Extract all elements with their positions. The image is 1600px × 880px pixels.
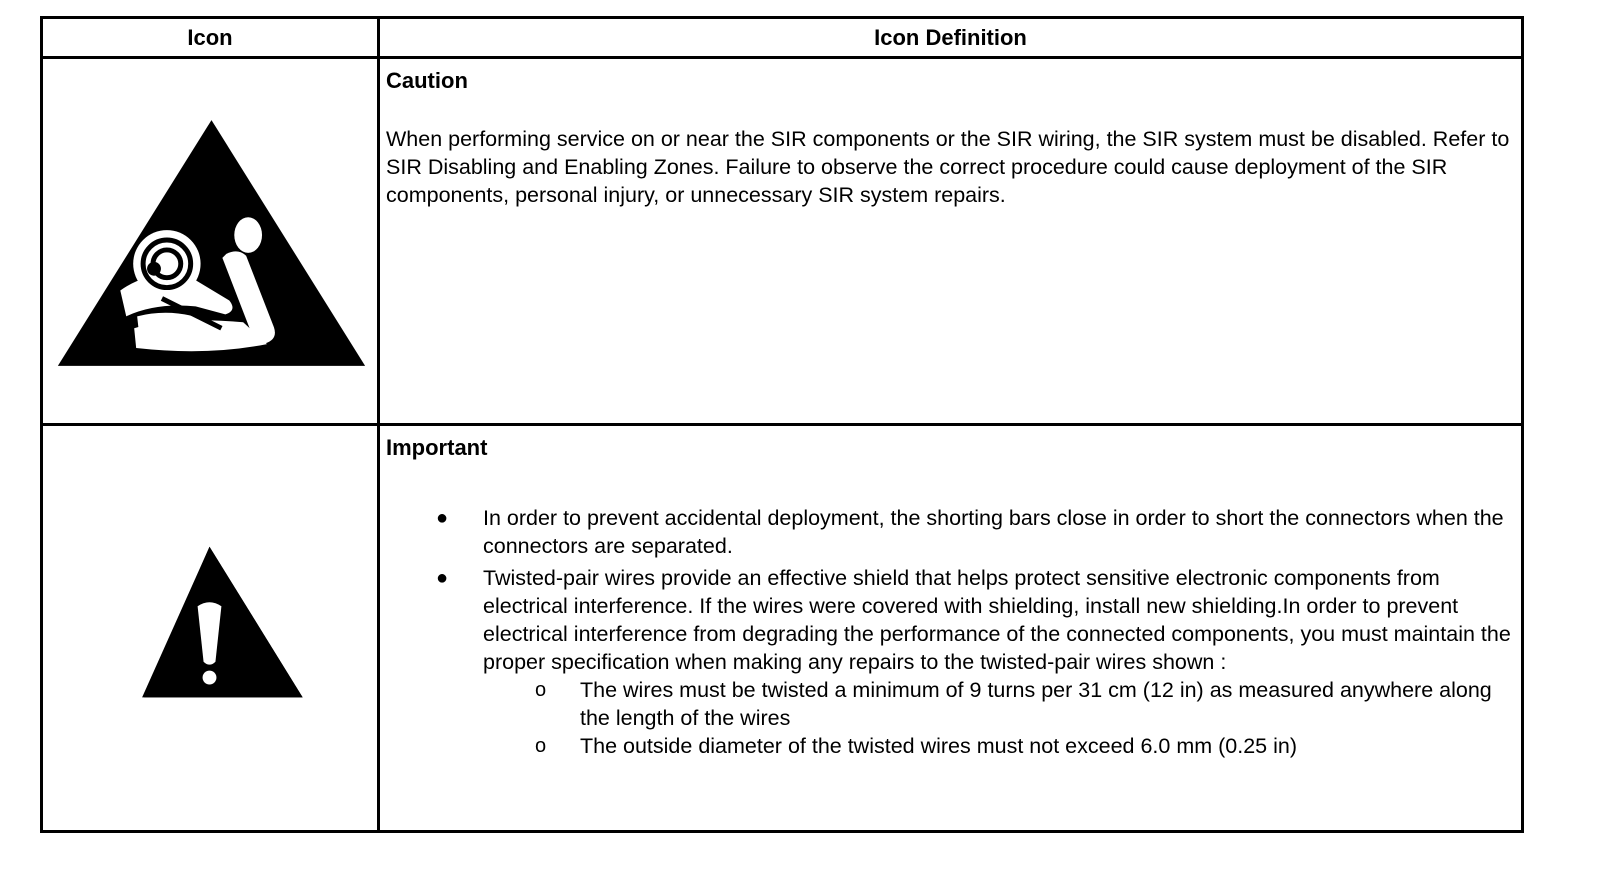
table-row <box>43 423 1521 830</box>
bullet-dot: ● <box>436 507 449 529</box>
sub-list-item <box>483 732 1515 760</box>
list-item <box>386 504 1515 560</box>
sub-bullet-list <box>483 676 1515 760</box>
table-row <box>43 56 1521 423</box>
exclamation-warning-triangle-icon <box>43 426 377 830</box>
bullet-dot: ● <box>436 567 449 589</box>
icon-column-header: Icon <box>43 19 380 56</box>
sub-bullet-ring: o <box>535 735 547 757</box>
table-header-row <box>43 19 1521 56</box>
icon-definition-table <box>40 16 1524 833</box>
sub-bullet-text: The outside diameter of the twisted wires must not exceed 6.0 mm (0.25 in) <box>580 734 1297 758</box>
definition-column-header: Icon Definition <box>874 24 1027 50</box>
definition-cell <box>380 426 1521 830</box>
icon-cell <box>43 426 380 830</box>
definition-cell <box>380 59 1521 423</box>
bullet-text: In order to prevent accidental deployment, the shorting bars close in order to short the connectors when the connectors are separated. <box>483 506 1504 558</box>
sub-list-item <box>483 676 1515 732</box>
sub-bullet-ring: o <box>535 679 547 701</box>
list-item <box>386 564 1515 760</box>
important-bullet-list <box>386 504 1515 760</box>
caution-title: Caution <box>386 68 468 93</box>
airbag-caution-triangle-icon <box>43 59 377 423</box>
important-title: Important <box>386 435 488 460</box>
bullet-text: Twisted-pair wires provide an effective shield that helps protect sensitive electronic components from electrical interference. If the wires were covered with shielding, install new shielding.In order to prevent electrical interference from degrading the performance of the connected components, you must maintain the proper specification when making any repairs to the twisted-pair wires shown : <box>483 566 1511 674</box>
caution-text: When performing service on or near the SIR components or the SIR wiring, the SIR system must be disabled. Refer to SIR Disabling and Enabling Zones. Failure to observe the correct procedure could cause deployment of the SIR components, personal injury, or unnecessary SIR system repairs. <box>386 127 1510 207</box>
icon-cell <box>43 59 380 423</box>
sub-bullet-text: The wires must be twisted a minimum of 9 turns per 31 cm (12 in) as measured anywhere along the length of the wires <box>580 678 1492 730</box>
